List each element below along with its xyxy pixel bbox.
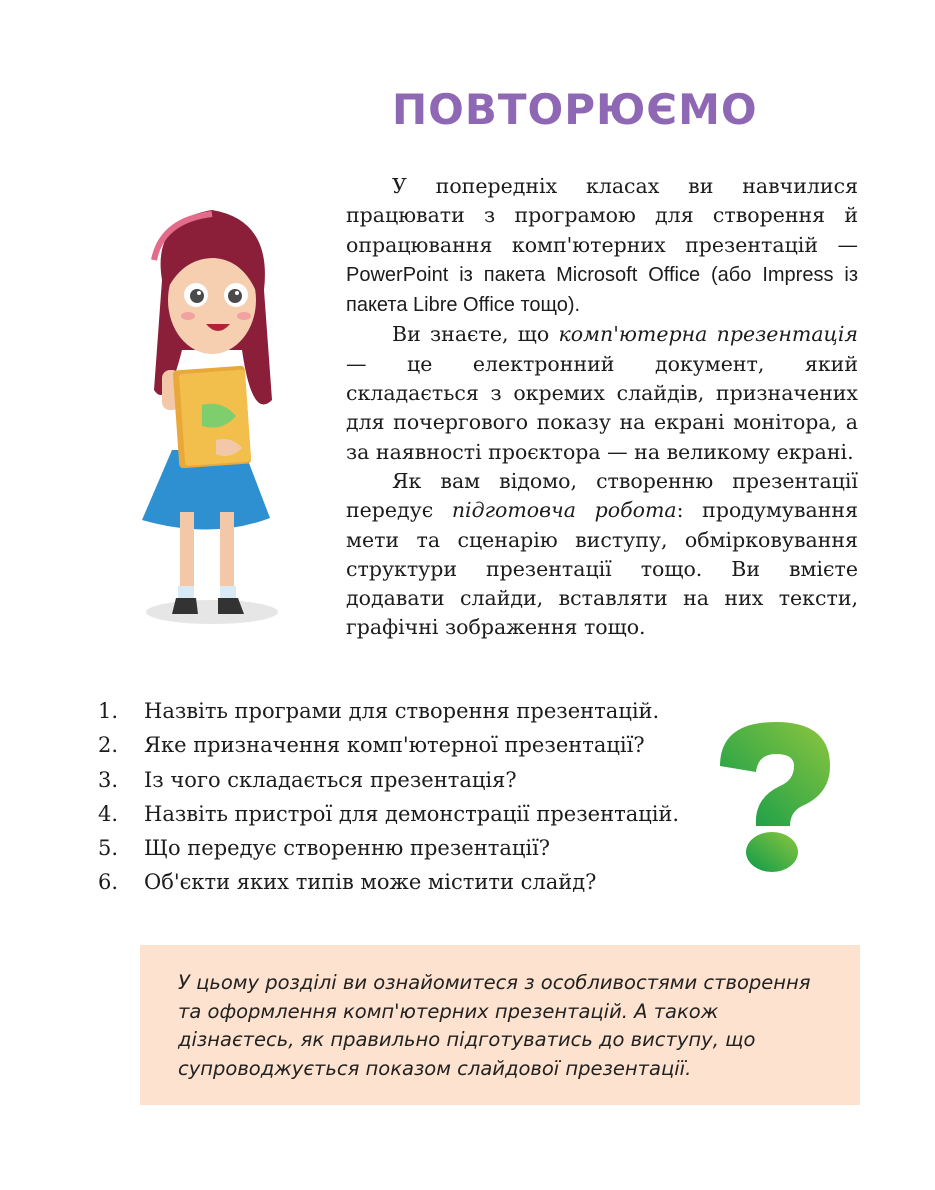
question-item bbox=[98, 865, 728, 899]
question-item bbox=[98, 728, 728, 762]
intro-p1-software: PowerPoint із пакета Microsoft Office (або Impress із пакета Libre Office тощо). bbox=[346, 263, 858, 317]
question-number: 6. bbox=[98, 870, 119, 895]
intro-p2-end: — це електронний документ, який складається з окремих слайдів, призначених для почергового показу на екрані монітора, а за наявності проєктора — на великому екрані. bbox=[346, 351, 858, 464]
question-number: 1. bbox=[98, 699, 119, 723]
intro-paragraph-3 bbox=[346, 467, 858, 643]
question-item bbox=[98, 694, 728, 728]
question-number: 4. bbox=[98, 801, 119, 826]
question-number: 5. bbox=[98, 836, 119, 861]
girl-holding-books-illustration bbox=[132, 200, 292, 630]
intro-p3-start: Як вам відомо, створенню презентації передує bbox=[346, 468, 858, 523]
intro-p2-start: Ви знаєте, що bbox=[392, 322, 559, 347]
question-item bbox=[98, 831, 728, 865]
question-text: Назвіть пристрої для демонстрації презентацій. bbox=[144, 801, 680, 826]
intro-p3-term: підготовча робота bbox=[451, 498, 677, 523]
question-text: Що передує створенню презентації? bbox=[144, 836, 551, 861]
question-item bbox=[98, 797, 728, 831]
question-number: 3. bbox=[98, 767, 119, 792]
question-item bbox=[98, 763, 728, 797]
page-title: ПОВТОРЮЄМО bbox=[392, 85, 758, 134]
question-number: 2. bbox=[98, 733, 119, 758]
question-text: Яке призначення комп'ютерної презентації? bbox=[144, 733, 645, 758]
intro-p2-term: комп'ютерна презентація bbox=[558, 322, 858, 347]
intro-text bbox=[346, 172, 858, 643]
intro-p1-text: У попередніх класах ви навчилися працювати з програмою для створення й опрацювання комп'ютерних презентацій — bbox=[346, 174, 858, 257]
intro-p3-end: : продумування мети та сценарію виступу, обмірковування структури презентації тощо. Ви вмієте додавати слайди, вставляти на них тексти, графічні зображення тощо. bbox=[346, 498, 859, 640]
question-text: Об'єкти яких типів може містити слайд? bbox=[144, 870, 597, 895]
question-mark-icon bbox=[716, 714, 836, 874]
chapter-note: У цьому розділі ви ознайомитеся з особливостями створення та оформлення комп'ютерних презентацій. А також дізнаєтесь, як правильно підготуватись до виступу, що супроводжується показом слайдової презентації. bbox=[140, 945, 860, 1105]
question-text: Із чого складається презентація? bbox=[144, 767, 517, 792]
intro-paragraph-2 bbox=[346, 320, 858, 466]
review-questions-list bbox=[98, 694, 728, 900]
question-text: Назвіть програми для створення презентацій. bbox=[144, 699, 660, 723]
intro-paragraph-1 bbox=[346, 172, 858, 320]
